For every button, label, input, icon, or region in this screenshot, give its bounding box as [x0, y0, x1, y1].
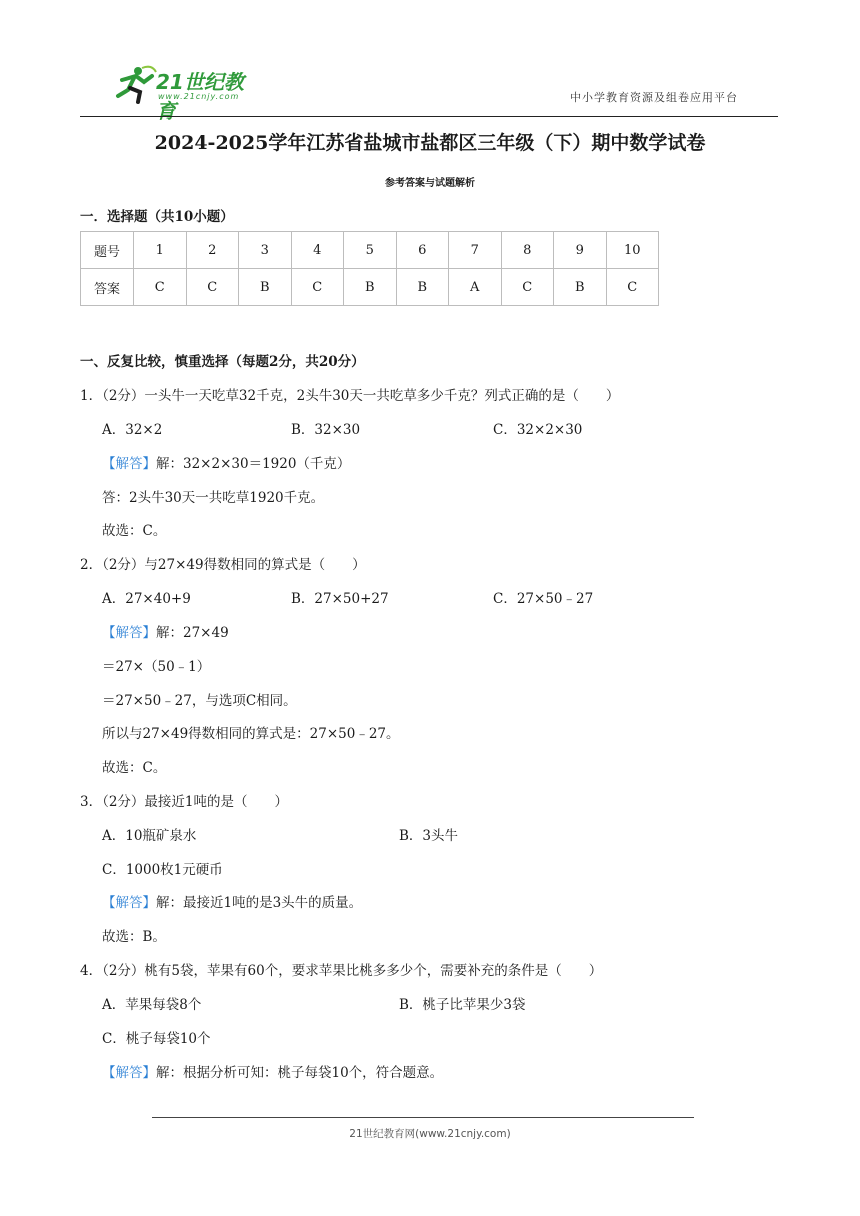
logo-url: www.21cnjy.com	[158, 92, 240, 101]
solution-line: 答：2头牛30天一共吃草1920千克。	[102, 490, 325, 506]
table-cell: B	[396, 269, 449, 306]
option-b-4: B．桃子比苹果少3袋	[399, 997, 526, 1013]
table-cell: 4	[291, 232, 344, 269]
question-stem-2: 2．（2分）与27×49得数相同的算式是（ ）	[80, 557, 366, 573]
question-stem-1: 1．（2分）一头牛一天吃草32千克，2头牛30天一共吃草多少千克？列式正确的是（ ）	[80, 388, 620, 404]
option-a-2: A．27×40+9	[102, 591, 191, 607]
table-cell: A	[449, 269, 502, 306]
question-stem-3: 3．（2分）最接近1吨的是（ ）	[80, 794, 289, 810]
option-b-1: B．32×30	[291, 422, 361, 438]
table-cell: 3	[239, 232, 292, 269]
solution-line: ＝27×（50﹣1）	[102, 659, 211, 675]
answer-table	[80, 231, 659, 306]
solution-line: ＝27×50﹣27，与选项C相同。	[102, 693, 297, 709]
table-cell: C	[501, 269, 554, 306]
option-c-4: C．桃子每袋10个	[102, 1031, 211, 1047]
option-c-1: C．32×2×30	[493, 422, 583, 438]
table-cell: 7	[449, 232, 502, 269]
footer-divider	[152, 1117, 694, 1118]
table-cell: 1	[134, 232, 187, 269]
table-cell: 9	[554, 232, 607, 269]
solution-line: 故选：C。	[102, 760, 167, 776]
table-cell: 10	[606, 232, 659, 269]
question-stem-4: 4．（2分）桃有5袋，苹果有60个，要求苹果比桃多多少个，需要补充的条件是（ ）	[80, 963, 603, 979]
option-b-2: B．27×50+27	[291, 591, 389, 607]
table-cell: 6	[396, 232, 449, 269]
solution-line	[102, 452, 350, 472]
table-cell: 2	[186, 232, 239, 269]
solution-tag: 【解答】	[102, 456, 156, 472]
page-subtitle: 参考答案与试题解析	[385, 178, 475, 189]
table-cell: C	[134, 269, 187, 306]
option-c-2: C．27×50﹣27	[493, 591, 594, 607]
table-cell: 8	[501, 232, 554, 269]
table-cell: B	[344, 269, 397, 306]
option-c-3: C．1000枚1元硬币	[102, 862, 223, 878]
solution-line: 所以与27×49得数相同的算式是：27×50﹣27。	[102, 726, 400, 742]
solution-tag: 【解答】	[102, 1065, 156, 1081]
option-b-3: B．3头牛	[399, 828, 459, 844]
section-heading-choice: 一．选择题（共10小题）	[80, 209, 234, 225]
platform-label: 中小学教育资源及组卷应用平台	[570, 91, 738, 104]
solution-line	[102, 891, 362, 911]
solution-tag: 【解答】	[102, 625, 156, 641]
section-heading-compare: 一、反复比较，慎重选择（每题2分，共20分）	[80, 354, 365, 370]
solution-text: 解：32×2×30＝1920（千克）	[156, 456, 351, 472]
site-logo	[112, 62, 262, 123]
solution-line	[102, 621, 229, 641]
option-a-1: A．32×2	[102, 422, 163, 438]
footer-text: 21世纪教育网(www.21cnjy.com)	[349, 1128, 511, 1140]
table-cell: B	[239, 269, 292, 306]
solution-text: 解：根据分析可知：桃子每袋10个，符合题意。	[156, 1065, 444, 1081]
logo-text: 21世纪教育	[156, 70, 244, 123]
header-divider	[80, 116, 778, 117]
table-cell: C	[606, 269, 659, 306]
solution-text: 解：最接近1吨的是3头牛的质量。	[156, 895, 363, 911]
table-header-cell: 答案	[81, 269, 134, 306]
solution-line: 故选：C。	[102, 523, 167, 539]
table-cell: C	[291, 269, 344, 306]
solution-line: 故选：B。	[102, 929, 166, 945]
solution-tag: 【解答】	[102, 895, 156, 911]
table-row-numbers	[81, 232, 659, 269]
table-cell: B	[554, 269, 607, 306]
table-cell: C	[186, 269, 239, 306]
solution-text: 解：27×49	[156, 625, 229, 641]
option-a-3: A．10瓶矿泉水	[102, 828, 197, 844]
page-title: 2024-2025学年江苏省盐城市盐都区三年级（下）期中数学试卷	[154, 132, 706, 154]
solution-line	[102, 1061, 443, 1081]
table-header-cell: 题号	[81, 232, 134, 269]
option-a-4: A．苹果每袋8个	[102, 997, 202, 1013]
table-row-answers	[81, 269, 659, 306]
table-cell: 5	[344, 232, 397, 269]
